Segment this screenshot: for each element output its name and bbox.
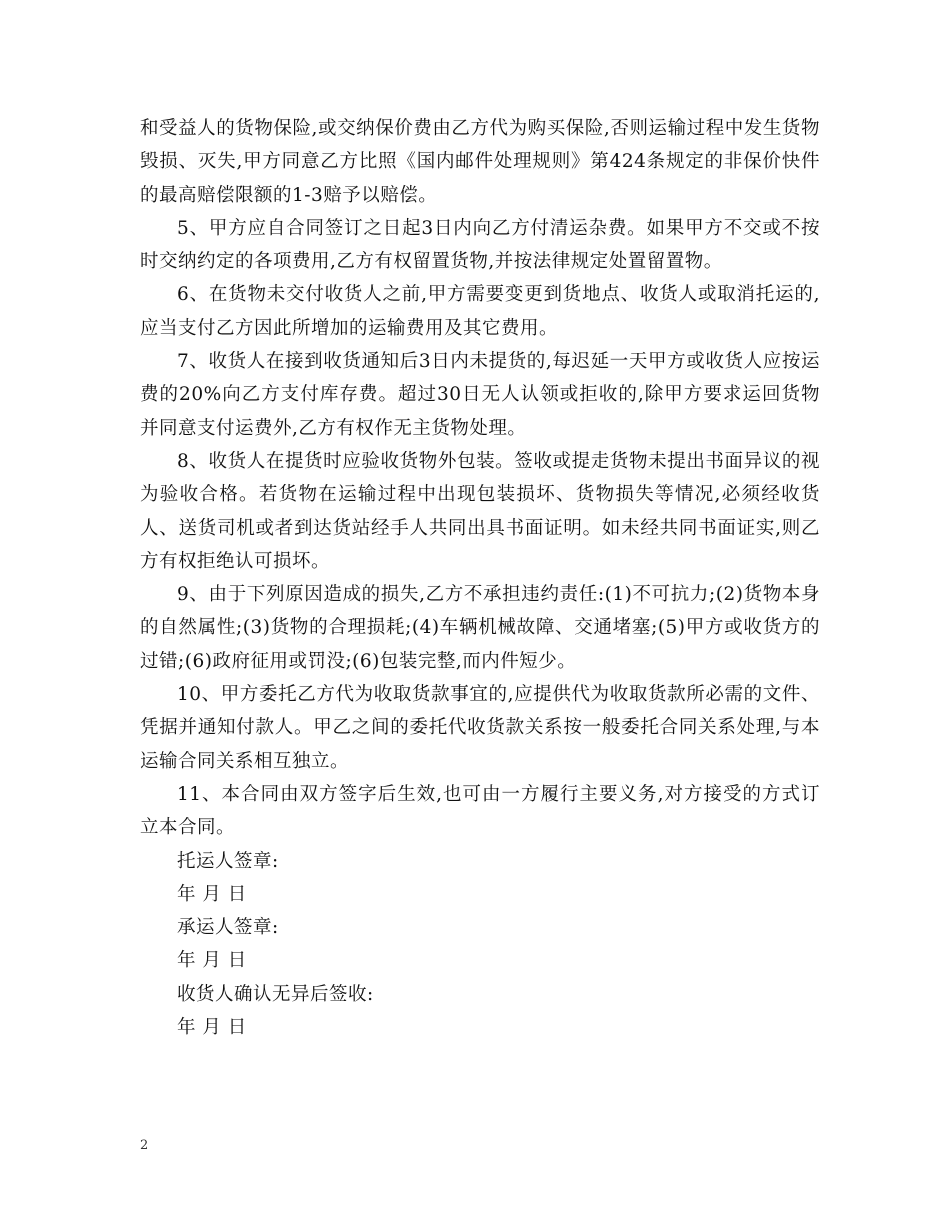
clause-10: 10、甲方委托乙方代为收取货款事宜的,应提供代为收取货款所必需的文件、凭据并通知付款人。甲乙之间的委托代收货款关系按一般委托合同关系处理,与本运输合同关系相互独立。 xyxy=(140,684,820,772)
consignee-signature-date: 年 月 日 xyxy=(177,1017,247,1039)
paragraph-continued: 和受益人的货物保险,或交纳保价费由乙方代为购买保险,否则运输过程中发生货物毁损、灭失,甲方同意乙方比照《国内邮件处理规则》第424条规定的非保价快件的最高赔偿限额的1-3赔予以赔偿。 xyxy=(140,118,820,206)
clause-11: 11、本合同由双方签字后生效,也可由一方履行主要义务,对方接受的方式订立本合同。 xyxy=(140,783,820,839)
carrier-signature-date: 年 月 日 xyxy=(177,950,247,972)
shipper-signature-date: 年 月 日 xyxy=(177,883,247,905)
signature-block xyxy=(140,845,820,1045)
clause-9: 9、由于下列原因造成的损失,乙方不承担违约责任:(1)不可抗力;(2)货物本身的自然属性;(3)货物的合理损耗;(4)车辆机械故障、交通堵塞;(5)甲方或收货方的过错;(6)政府征用或罚没;(6)包装完整,而内件短少。 xyxy=(140,584,820,672)
consignee-signature-label: 收货人确认无异后签收: xyxy=(177,983,374,1005)
document-body xyxy=(140,112,820,1044)
shipper-signature-label: 托运人签章: xyxy=(177,850,279,872)
clause-5: 5、甲方应自合同签订之日起3日内向乙方付清运杂费。如果甲方不交或不按时交纳约定的各项费用,乙方有权留置货物,并按法律规定处置留置物。 xyxy=(140,217,820,273)
clause-7: 7、收货人在接到收货通知后3日内未提货的,每迟延一天甲方或收货人应按运费的20%向乙方支付库存费。超过30日无人认领或拒收的,除甲方要求运回货物并同意支付运费外,乙方有权作无主货物处理。 xyxy=(140,351,820,439)
page-number: 2 xyxy=(140,1138,149,1153)
clause-8: 8、收货人在提货时应验收货物外包装。签收或提走货物未提出书面异议的视为验收合格。若货物在运输过程中出现包装损坏、货物损失等情况,必须经收货人、送货司机或者到达货站经手人共同出具书面证明。如未经共同书面证实,则乙方有权拒绝认可损坏。 xyxy=(140,450,820,572)
carrier-signature-label: 承运人签章: xyxy=(177,917,279,939)
clause-6: 6、在货物未交付收货人之前,甲方需要变更到货地点、收货人或取消托运的,应当支付乙方因此所增加的运输费用及其它费用。 xyxy=(140,284,820,339)
